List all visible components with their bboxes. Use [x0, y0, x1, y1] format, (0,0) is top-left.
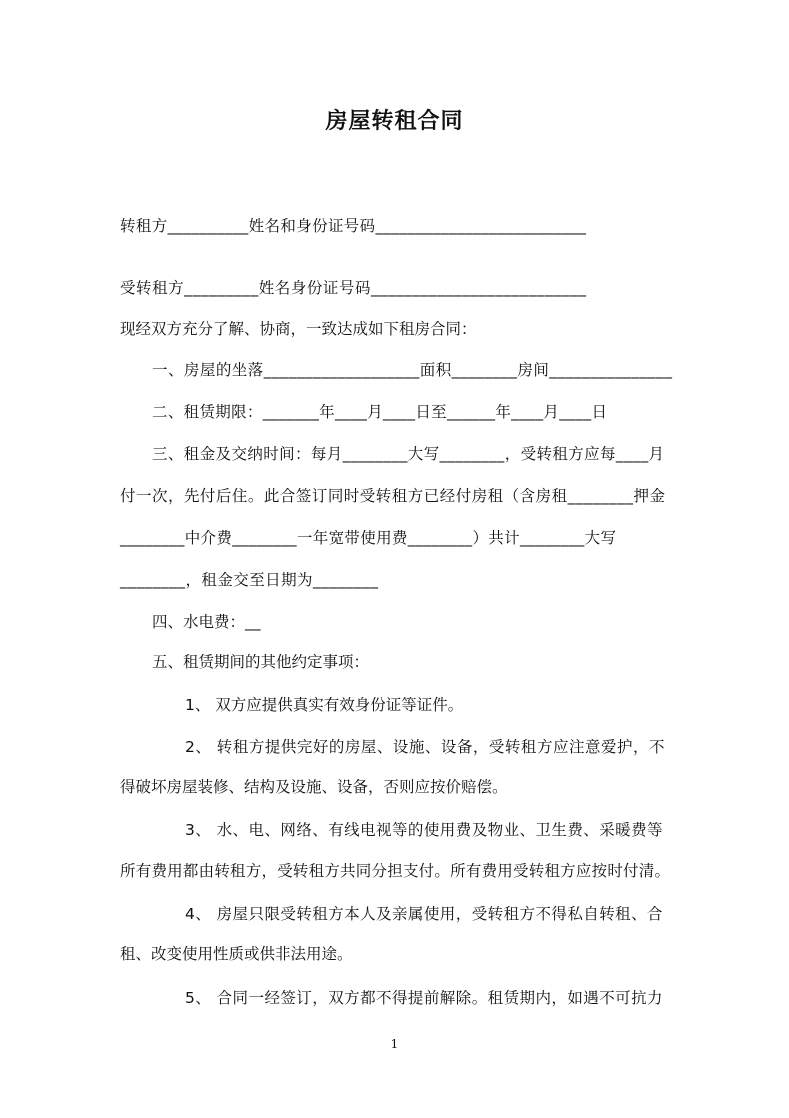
party-a-line: 转租方__________姓名和身份证号码__________________________ [120, 217, 587, 235]
item-2-line-2: 得破坏房屋装修、结构及设施、设备，否则应按价赔偿。 [120, 778, 508, 796]
clause-3-rent-line-2: 付一次，先付后住。此合签订同时受转租方已经付房租（含房租________押金 [120, 487, 666, 505]
item-3-line-1: 3、 水、电、网络、有线电视等的使用费及物业、卫生费、采暖费等 [185, 821, 663, 839]
clause-3-rent-line-3: ________中介费________一年宽带使用费________）共计________大写 [120, 529, 617, 547]
item-4-line-1: 4、 房屋只限受转租方本人及亲属使用，受转租方不得私自转租、合 [185, 905, 663, 923]
intro-line: 现经双方充分了解、协商，一致达成如下租房合同： [120, 320, 477, 338]
item-3-line-2: 所有费用都由转租方，受转租方共同分担支付。所有费用受转租方应按时付清。 [120, 862, 671, 880]
item-2-line-1: 2、 转租方提供完好的房屋、设施、设备，受转租方应注意爱护，不 [185, 738, 665, 756]
item-5-line-1: 5、 合同一经签订，双方都不得提前解除。租赁期内，如遇不可抗力 [185, 989, 663, 1007]
clause-3-rent-line-1: 三、租金及交纳时间：每月________大写________，受转租方应每____月 [152, 445, 665, 463]
item-1: 1、 双方应提供真实有效身份证等证件。 [185, 696, 464, 714]
clause-4-utilities: 四、水电费：__ [152, 613, 261, 631]
item-4-line-2: 租、改变使用性质或供非法用途。 [120, 945, 353, 963]
clause-1-location: 一、房屋的坐落___________________面积________房间_______________ [152, 361, 673, 379]
page-number: 1 [390, 1037, 399, 1051]
clause-5-heading: 五、租赁期间的其他约定事项： [152, 653, 370, 671]
clause-2-term: 二、租赁期限：_______年____月____日至______年____月____日 [152, 403, 608, 421]
party-b-line: 受转租方_________姓名身份证号码__________________________ [120, 279, 587, 297]
clause-3-rent-line-4: ________，租金交至日期为________ [120, 571, 379, 589]
document-title: 房屋转租合同 [325, 108, 464, 134]
